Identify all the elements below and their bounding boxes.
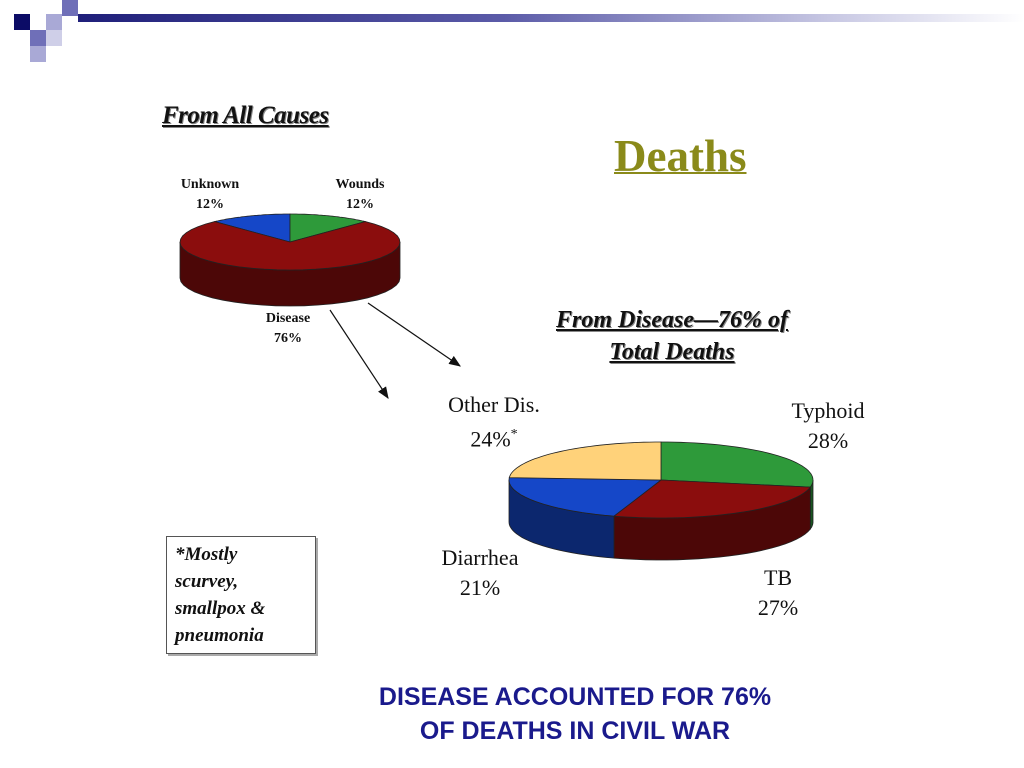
footnote-line: *Mostly: [175, 544, 238, 565]
pie2-label-tb: [728, 563, 828, 623]
pie2-label-diarrhea-name: Diarrhea: [441, 545, 519, 570]
caption-line-2: OF DEATHS IN CIVIL WAR: [419, 717, 731, 745]
caption-line-1: DISEASE ACCOUNTED FOR 76%: [378, 683, 772, 711]
footnote-line: pneumonia: [175, 625, 264, 646]
pie2-label-tb-value: 27%: [757, 595, 799, 620]
pie1-label-disease: [248, 309, 328, 349]
pie1-label-unknown-name: Unknown: [180, 177, 240, 192]
pie2-label-typhoid: [768, 396, 888, 456]
pie2-title-line2: Total Deaths: [609, 339, 735, 365]
pie1-label-unknown-value: 12%: [196, 197, 224, 212]
pie1-label-wounds: [320, 175, 400, 215]
pie1-label-wounds-name: Wounds: [335, 177, 385, 192]
pie2-label-diarrhea: [420, 543, 540, 603]
pie1-label-wounds-value: 12%: [346, 197, 374, 212]
pie2-label-other-value-wrap: [424, 420, 564, 454]
pie2-label-diarrhea-value: 21%: [459, 575, 501, 600]
footnote-line: scurvey,: [175, 571, 239, 592]
arrow-disease-left: [330, 310, 388, 398]
pie1-label-unknown: [170, 175, 250, 215]
arrow-disease-right: [368, 303, 460, 366]
pie1-label-disease-name: Disease: [265, 311, 311, 326]
pie2-label-typhoid-value: 28%: [807, 428, 849, 453]
pie2-label-other: [424, 390, 564, 454]
pie2-label-tb-name: TB: [763, 565, 793, 590]
pie2-label-typhoid-name: Typhoid: [791, 398, 865, 423]
pie2-title-line1: From Disease—76% of: [556, 307, 788, 333]
pie2-label-other-marker: *: [510, 427, 518, 442]
footnote-line: smallpox &: [175, 598, 266, 619]
pie2-label-other-value: 24%: [470, 426, 511, 452]
footnote-box: [166, 536, 316, 654]
slide-caption: [300, 680, 850, 748]
pie1-title: From All Causes: [162, 102, 329, 129]
pie1-label-disease-value: 76%: [274, 331, 302, 346]
pie2-label-other-name: Other Dis.: [448, 392, 540, 417]
pie2-side-typhoid: [810, 480, 813, 529]
page-heading: Deaths: [614, 131, 747, 181]
pie2-title: [502, 304, 842, 368]
